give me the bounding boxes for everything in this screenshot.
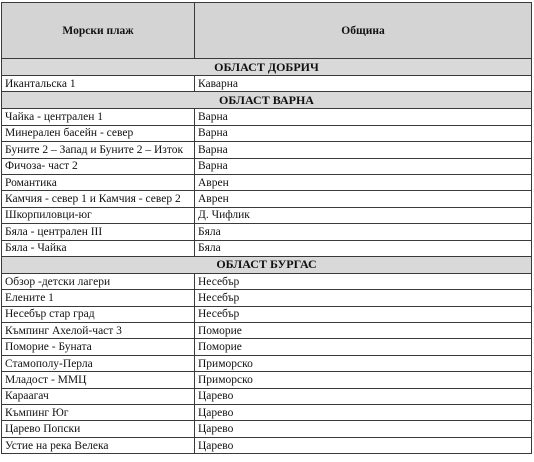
beach-cell: Буните 2 – Запад и Буните 2 – Изток (2, 142, 195, 158)
region-row (2, 256, 532, 273)
beach-cell: Караагач (2, 388, 195, 404)
municipality-cell: Царево (195, 421, 532, 437)
municipality-cell: Царево (195, 388, 532, 404)
municipality-cell: Несебър (195, 306, 532, 322)
municipality-cell: Царево (195, 405, 532, 421)
beaches-table (1, 2, 532, 454)
column-header-beach: Морски плаж (2, 3, 195, 59)
table-row (2, 207, 532, 223)
beach-cell: Икантальска 1 (2, 76, 195, 92)
municipality-cell: Несебър (195, 273, 532, 289)
municipality-cell: Приморско (195, 372, 532, 388)
municipality-cell: Царево (195, 437, 532, 453)
table-row (2, 323, 532, 339)
beach-cell: Къмпинг Ахелой-част 3 (2, 323, 195, 339)
municipality-cell: Варна (195, 142, 532, 158)
table-row (2, 125, 532, 141)
beach-cell: Устие на река Велека (2, 437, 195, 453)
municipality-cell: Варна (195, 158, 532, 174)
table-row (2, 437, 532, 453)
beach-cell: Младост - ММЦ (2, 372, 195, 388)
municipality-cell: Бяла (195, 224, 532, 240)
municipality-cell: Варна (195, 125, 532, 141)
table-row (2, 306, 532, 322)
beaches-table-container (1, 2, 531, 454)
municipality-cell: Аврен (195, 191, 532, 207)
table-row (2, 372, 532, 388)
table-row (2, 109, 532, 125)
beach-cell: Къмпинг Юг (2, 405, 195, 421)
municipality-cell: Поморие (195, 323, 532, 339)
municipality-cell: Д. Чифлик (195, 207, 532, 223)
table-row (2, 174, 532, 190)
column-header-municipality: Община (195, 3, 532, 59)
region-row (2, 59, 532, 76)
beach-cell: Бяла - централен III (2, 224, 195, 240)
table-row (2, 224, 532, 240)
header-row (2, 3, 532, 59)
beach-cell: Елените 1 (2, 290, 195, 306)
table-row (2, 76, 532, 92)
region-label: ОБЛАСТ БУРГАС (2, 256, 532, 273)
municipality-cell: Приморско (195, 355, 532, 371)
table-row (2, 405, 532, 421)
municipality-cell: Варна (195, 109, 532, 125)
beach-cell: Обзор -детски лагери (2, 273, 195, 289)
table-row (2, 355, 532, 371)
beach-cell: Романтика (2, 174, 195, 190)
municipality-cell: Аврен (195, 174, 532, 190)
beach-cell: Минерален басейн - север (2, 125, 195, 141)
region-row (2, 92, 532, 109)
table-row (2, 191, 532, 207)
table-row (2, 421, 532, 437)
table-row (2, 240, 532, 256)
table-row (2, 273, 532, 289)
beach-cell: Фичоза- част 2 (2, 158, 195, 174)
region-label: ОБЛАСТ ВАРНА (2, 92, 532, 109)
municipality-cell: Поморие (195, 339, 532, 355)
municipality-cell: Бяла (195, 240, 532, 256)
table-row (2, 142, 532, 158)
beach-cell: Несебър стар град (2, 306, 195, 322)
table-row (2, 388, 532, 404)
table-row (2, 158, 532, 174)
beach-cell: Поморие - Буната (2, 339, 195, 355)
beach-cell: Чайка - централен 1 (2, 109, 195, 125)
table-row (2, 339, 532, 355)
beach-cell: Царево Попски (2, 421, 195, 437)
region-label: ОБЛАСТ ДОБРИЧ (2, 59, 532, 76)
municipality-cell: Каварна (195, 76, 532, 92)
beach-cell: Камчия - север 1 и Камчия - север 2 (2, 191, 195, 207)
beach-cell: Бяла - Чайка (2, 240, 195, 256)
municipality-cell: Несебър (195, 290, 532, 306)
beach-cell: Стамополу-Перла (2, 355, 195, 371)
beach-cell: Шкорпиловци-юг (2, 207, 195, 223)
table-row (2, 290, 532, 306)
